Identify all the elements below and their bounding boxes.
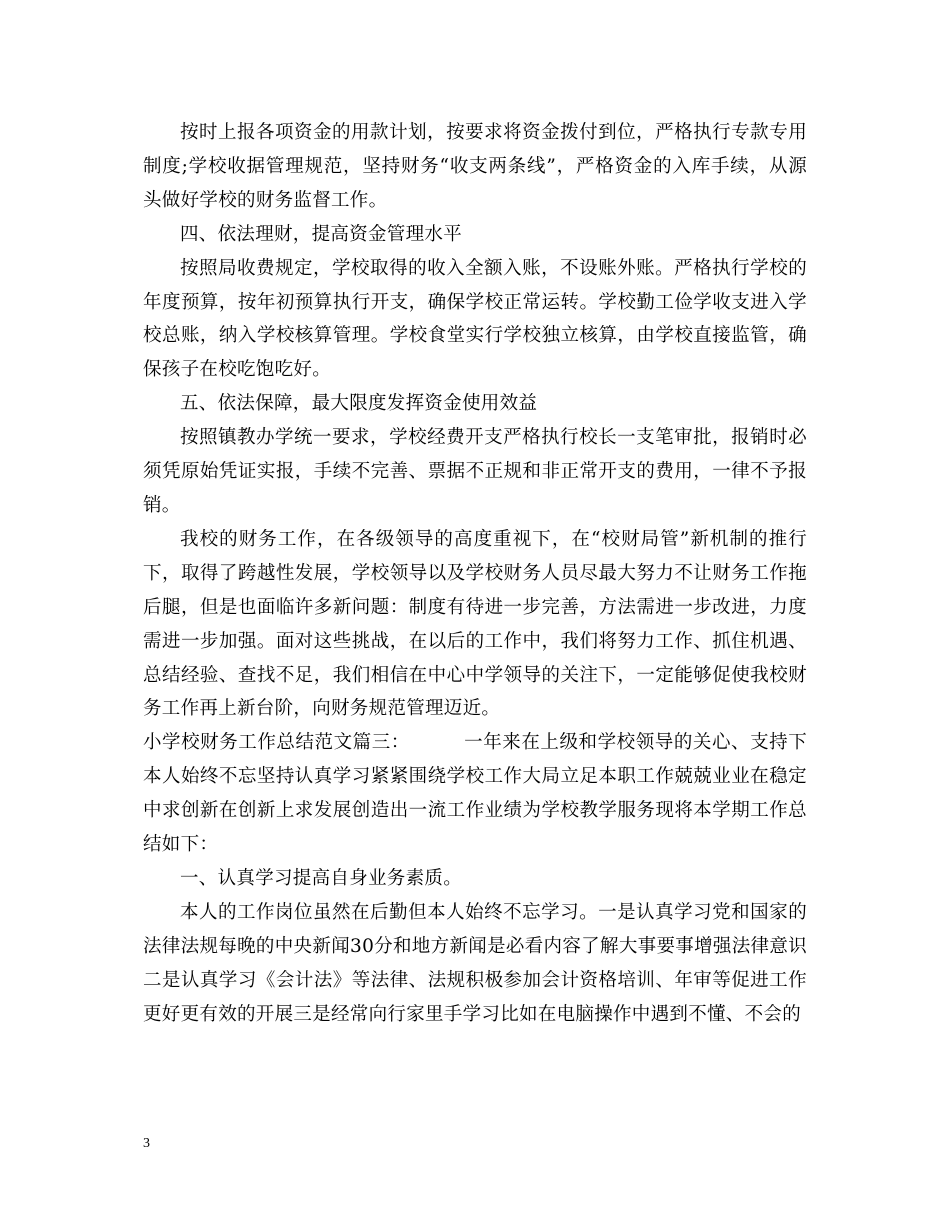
heading-legal-guarantee: 五、依法保障，最大限度发挥资金使用效益 [180,393,538,415]
paragraph-summary-outlook: 我校的财务工作，在各级领导的高度重视下，在“校财局管”新机制的推行下，取得了跨越性发展，学校领导以及学校财务人员尽最大努力不让财务工作拖后腿，但是也面临许多新问题：制度有待进一步完善，方法需进一步改进，力度需进一步加强。面对这些挑战，在以后的工作中，我们将努力工作、抓住机遇、总结经验、查找不足，我们相信在中心中学领导的关注下，一定能够促使我校财务工作再上新台阶，向财务规范管理迈近。 [143,528,807,720]
paragraph-study-details: 本人的工作岗位虽然在后勤但本人始终不忘学习。一是认真学习党和国家的法律法规每晚的中央新闻30分和地方新闻是必看内容了解大事要事增强法律意识二是认真学习《会计法》等法律、法规积极参加会计资格培训、年审等促进工作更好更有效的开展三是经常向行家里手学习比如在电脑操作中遇到不懂、不会的 [143,901,807,1025]
paragraph-fund-plan: 按时上报各项资金的用款计划，按要求将资金拨付到位，严格执行专款专用制度;学校收据管理规范，坚持财务“收支两条线”，严格资金的入库手续，从源头做好学校的财务监督工作。 [143,122,807,211]
paragraph-expense-approval: 按照镇教办学统一要求，学校经费开支严格执行校长一支笔审批，报销时必须凭原始凭证实报，手续不完善、票据不正规和非正常开支的费用，一律不予报销。 [143,427,807,516]
section-intro: 一年来在上级和学校领导的关心、支持下本人始终不忘坚持认真学习紧紧围绕学校工作大局立足本职工作兢兢业业在稳定中求创新在创新上求发展创造出一流工作业绩为学校教学服务现将本学期工作总结如下： [143,732,807,856]
paragraph-section-three [143,726,807,862]
page-number: 3 [143,1136,150,1151]
section-heading: 小学校财务工作总结范文篇三： [143,732,410,754]
heading-legal-finance: 四、依法理财，提高资金管理水平 [180,223,463,245]
paragraph-fee-rules: 按照局收费规定，学校取得的收入全额入账，不设账外账。严格执行学校的年度预算，按年初预算执行开支，确保学校正常运转。学校勤工俭学收支进入学校总账，纳入学校核算管理。学校食堂实行学校独立核算，由学校直接监管，确保孩子在校吃饱吃好。 [143,257,807,381]
heading-study: 一、认真学习提高自身业务素质。 [180,867,463,889]
document-body [143,116,807,1031]
